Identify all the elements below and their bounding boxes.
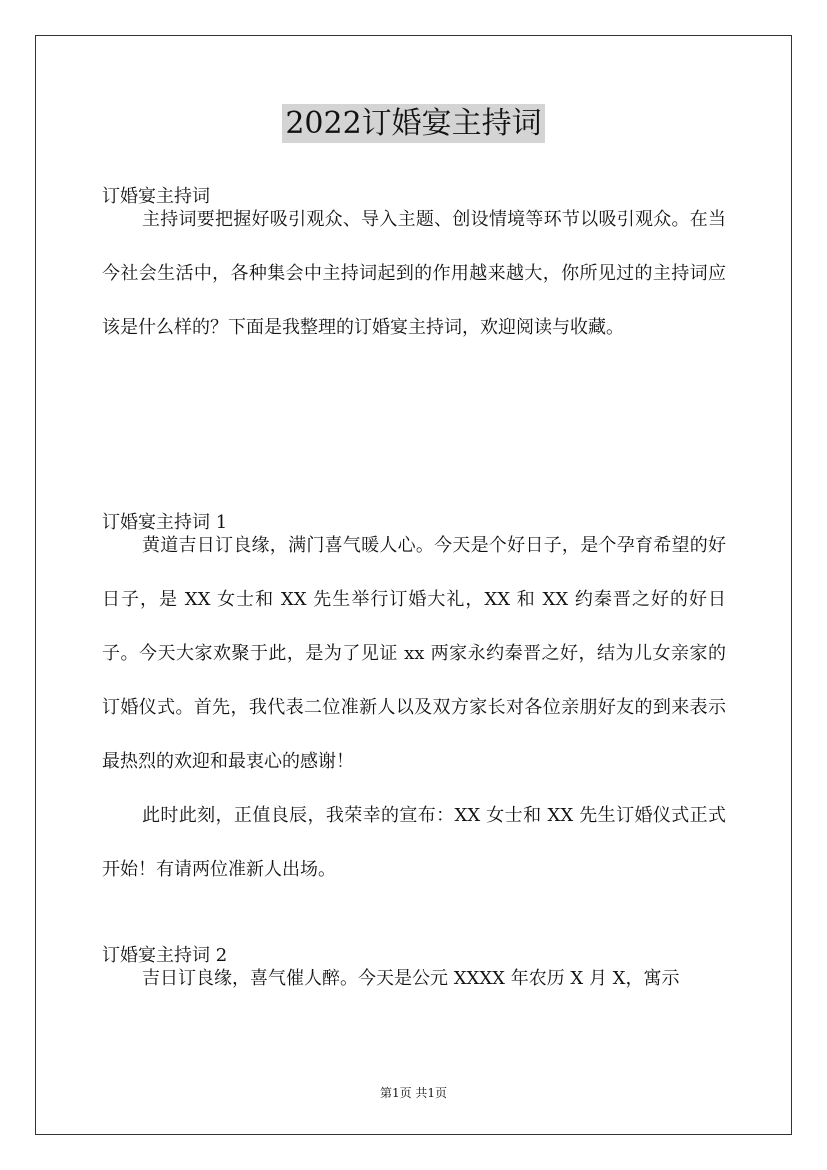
section-2-heading: 订婚宴主持词 2 (102, 945, 228, 966)
document-title: 2022订婚宴主持词 (282, 104, 544, 143)
intro-heading: 订婚宴主持词 (102, 186, 210, 207)
page-footer: 第1页 共1页 (379, 1086, 448, 1100)
section-1-heading: 订婚宴主持词 1 (102, 512, 228, 533)
intro-paragraph: 主持词要把握好吸引观众、导入主题、创设情境等环节以吸引观众。在当今社会生活中，各种集会中主持词起到的作用越来越大，你所见过的主持词应该是什么样的？下面是我整理的订婚宴主持词，欢迎阅读与收藏。 (102, 209, 726, 338)
section-1-paragraph-2: 此时此刻，正值良辰，我荣幸的宣布：XX 女士和 XX 先生订婚仪式正式开始！有请两位准新人出场。 (102, 805, 726, 880)
document-title-wrap (0, 98, 827, 142)
section-1-paragraph-1: 黄道吉日订良缘，满门喜气暖人心。今天是个好日子，是个孕育希望的好日子，是 XX 女士和 XX 先生举行订婚大礼，XX 和 XX 约秦晋之好的好日子。今天大家欢聚于此，是为了见证 xx 两家永约秦晋之好，结为儿女亲家的订婚仪式。首先，我代表二位准新人以及双方家长对各位亲朋好友的到来表示最热烈的欢迎和最衷心的感谢！ (102, 535, 726, 772)
section-2-paragraph-1: 吉日订良缘，喜气催人醉。今天是公元 XXXX 年农历 X 月 X，寓示 (142, 968, 680, 989)
